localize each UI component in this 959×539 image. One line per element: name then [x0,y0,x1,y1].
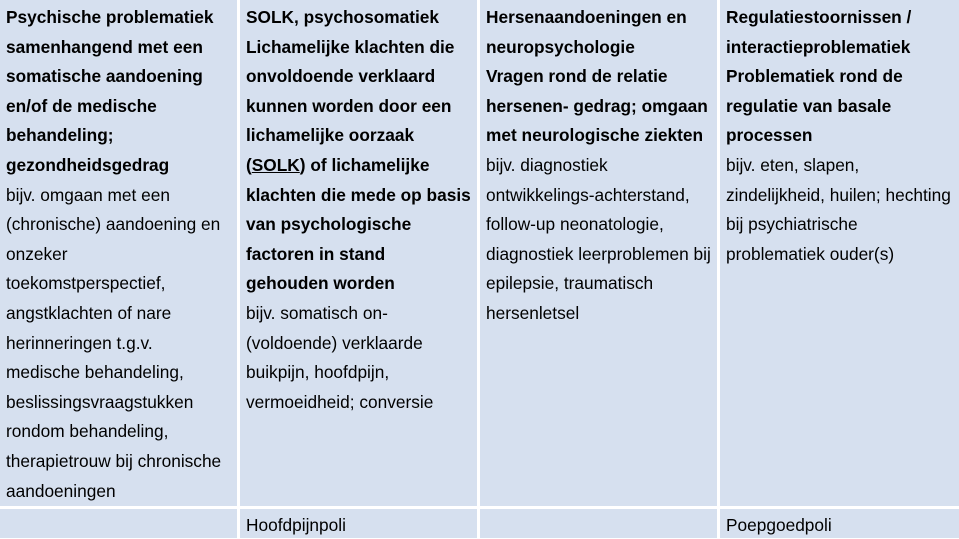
footer-cell [480,506,720,538]
table-row-footer [0,506,959,538]
cell-heading: Hersenaandoeningen en neuropsychologie Vragen rond de relatie hersenen- gedrag; omgaan met neurologische ziekten [486,7,708,146]
cell-description: bijv. omgaan met een (chronische) aandoening en onzeker toekomstperspectief, angstklachten of nare herinneringen t.g.v. medische behandeling, beslissingsvraagstukken rondom behandeling, therapietrouw bij chronische aandoeningen [6,184,222,501]
cell-heading: Regulatiestoornissen / interactieproblematiek Problematiek rond de regulatie van basale processen [726,7,912,146]
footer-cell [0,506,240,538]
cell-heading: Psychische problematiek samenhangend met een somatische aandoening en/of de medische behandeling; gezondheidsgedrag [6,7,214,175]
heading-part: ) of lichamelijke klachten die mede op basis van psychologische factoren in stand gehouden worden [246,154,471,294]
cell-neuropsychology [480,0,720,506]
cell-description: bijv. eten, slapen, zindelijkheid, huilen; hechting bij psychiatrische problematiek ouder(s) [726,154,951,264]
footer-cell-hoofdpijnpoli: Hoofdpijnpoli [240,506,480,538]
cell-description: bijv. diagnostiek ontwikkelings-achterstand, follow-up neonatologie, diagnostiek leerproblemen bij epilepsie, traumatisch hersenletsel [486,154,711,323]
footer-cell-poepgoedpoli: Poepgoedpoli [720,506,959,538]
cell-description: bijv. somatisch on- (voldoende) verklaarde buikpijn, hoofdpijn, vermoeidheid; conversie [246,302,434,412]
solk-abbreviation: SOLK [251,154,300,175]
heading-part: SOLK, psychosomatiek Lichamelijke klachten die onvoldoende verklaard kunnen worden door een lichamelijke oorzaak ( [246,7,455,175]
cell-regulation [720,0,959,506]
cell-solk [240,0,480,506]
cell-medical-psychology [0,0,240,506]
cell-heading [246,3,471,299]
